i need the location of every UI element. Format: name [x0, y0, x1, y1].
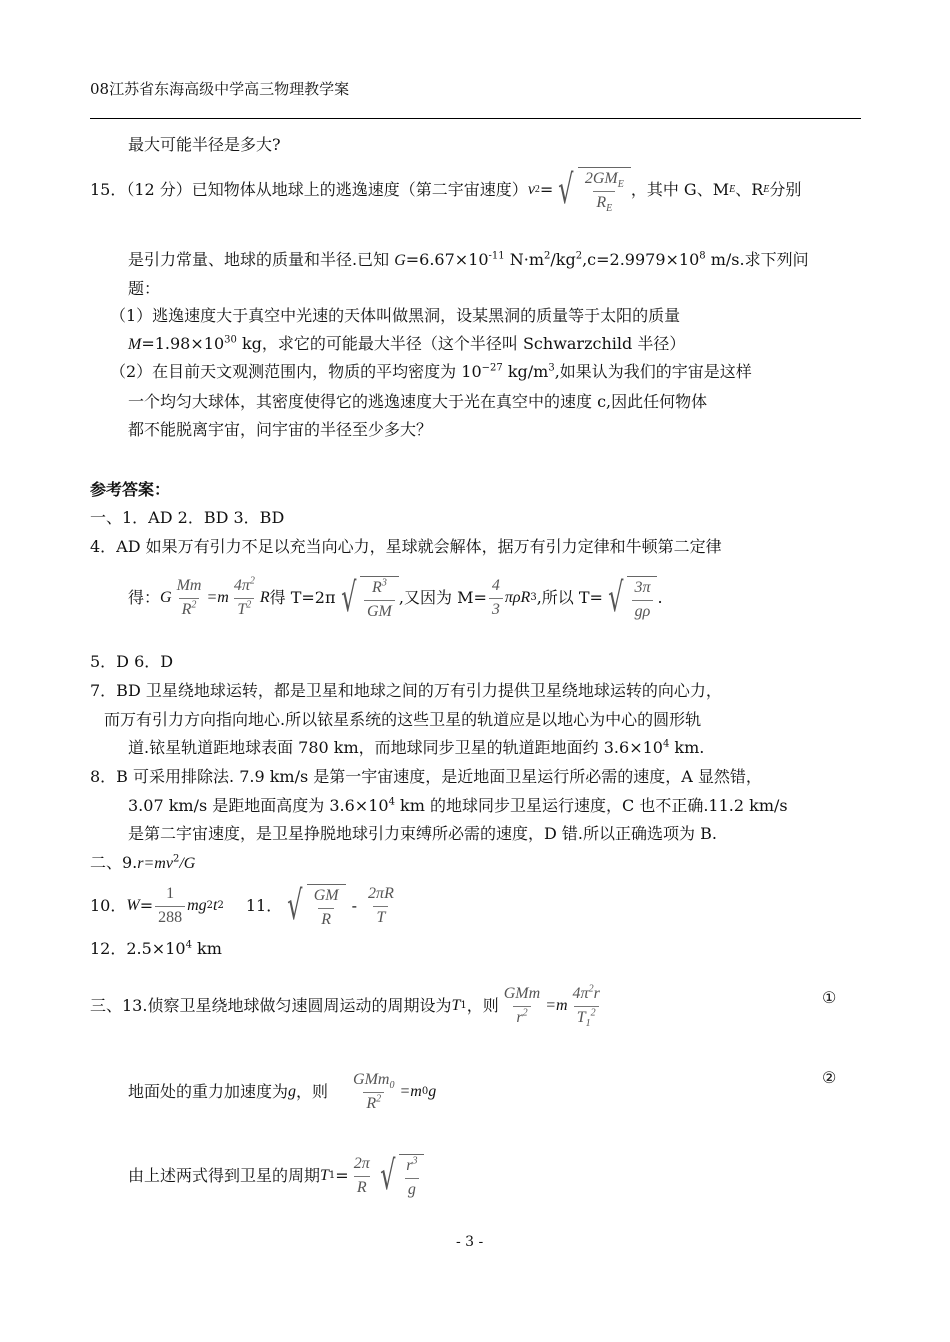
answer-13-line3: 由上述两式得到卫星的周期 T 1 = $\frac{2\pi}{R}$ √ $\frac{r^3}{g}$	[128, 1146, 424, 1206]
q15-part2-line1: （2）在目前天文观测范围内，物质的平均密度为 $10^{-27}$ $kg/m^3$,如果认为我们的宇宙是这样	[110, 362, 752, 381]
answer-10-11: 10． W = $\frac{1}{288}$ mg 2 t 2 11． √ $\frac{GM}{R}$ - $\frac{2\pi R}{T}$	[90, 883, 394, 929]
header-title: 08江苏省东海高级中学高三物理教学案	[90, 80, 350, 98]
answer-8-line2: 3.07 km/s 是距地面高度为 $3.6\times 10^4$ km 的地球同步卫星运行速度，C 也不正确.11.2 km/s	[128, 796, 788, 815]
answer-8-line1: 8．B 可采用排除法. 7.9 km/s 是第一宇宙速度，是近地面卫星运行所必需的速度，A 显然错，	[90, 767, 762, 786]
answer-13-line1: 三、13.侦察卫星绕地球做匀速圆周运动的周期设为 T 1 ，则 $\frac{\text{GMm}}{r^2}$ =m $\frac{4\pi^2r}{T_1^2}$	[90, 983, 600, 1030]
equation-mark-2: ②	[822, 1068, 837, 1087]
answer-13-line2: 地面处的重力加速度为 g ，则 $\frac{GMm_0}{R^2}$ =m 0 g	[128, 1071, 437, 1112]
answer-9: 二、$9.r=mv^2/G$	[90, 853, 196, 872]
answer-4-formula: 得： G $\frac{Mm}{R^2}$ =m $\frac{4\pi^2}{T^2}$ R 得 T=2π √ $\frac{R^3}{GM}$ ,又因为 M= $\frac{4}{3}$ πρR 3 ,所以 T= √ $\frac{3\pi}{g\rho}$ .	[128, 575, 663, 621]
equation-mark-1: ①	[822, 988, 837, 1007]
escape-velocity-formula: √ $\frac{2GM_E}{R_E}$	[553, 167, 631, 212]
answer-12: 12．$2.5\times 10^4$ km	[90, 939, 222, 958]
answer-4: 4．AD 如果万有引力不足以充当向心力，星球就会解体，据万有引力定律和牛顿第二定律	[90, 537, 722, 556]
header-rule	[90, 118, 861, 119]
q15-line3: 题：	[128, 279, 161, 298]
answers-title: 参考答案：	[90, 480, 171, 499]
answer-7-line1: 7．BD 卫星绕地球运转，都是卫星和地球之间的万有引力提供卫星绕地球运转的向心力，	[90, 681, 722, 700]
q15-part2-line3: 都不能脱离宇宙，问宇宙的半径至少多大？	[128, 420, 433, 439]
q15-line1: 15．（12 分）已知物体从地球上的逃逸速度（第二宇宙速度） v 2 = √ $\frac{2GM_E}{R_E}$ ，其中 G、M E 、R E 分别	[90, 166, 802, 215]
answer-1-3: 一、1．AD 2．BD 3．BD	[90, 508, 285, 527]
q15-part2-line2: 一个均匀大球体，其密度使得它的逃逸速度大于光在真空中的速度 c,因此任何物体	[128, 392, 708, 411]
answer-5-6: 5．D 6．D	[90, 652, 174, 671]
answer-7-line3: 道.铱星轨道距地球表面 780 km，而地球同步卫星的轨道距地面约 $3.6\times 10^4$ km.	[128, 738, 705, 757]
page-number: - 3 -	[456, 1234, 484, 1250]
q15-part1-line1: （1）逃逸速度大于真空中光速的天体叫做黑洞，设某黑洞的质量等于太阳的质量	[110, 306, 681, 325]
q15-line2: 是引力常量、地球的质量和半径.已知 $G=6.67\times 10^{-11}$ $N\cdot m^2/kg^2,c=2.9979\times 10^8$ m/s.求下列问	[128, 250, 809, 269]
answer-8-line3: 是第二宇宙速度，是卫星挣脱地球引力束缚所必需的速度，D 错.所以正确选项为 B.	[128, 824, 717, 843]
q14-tail: 最大可能半径是多大?	[128, 135, 281, 154]
q15-part1-line2: $M=1.98\times 10^{30}$ kg，求它的可能最大半径（这个半径叫 Schwarzchild 半径）	[128, 334, 686, 353]
answer-7-line2: 而万有引力方向指向地心.所以铱星系统的这些卫星的轨道应是以地心为中心的圆形轨	[104, 710, 702, 729]
